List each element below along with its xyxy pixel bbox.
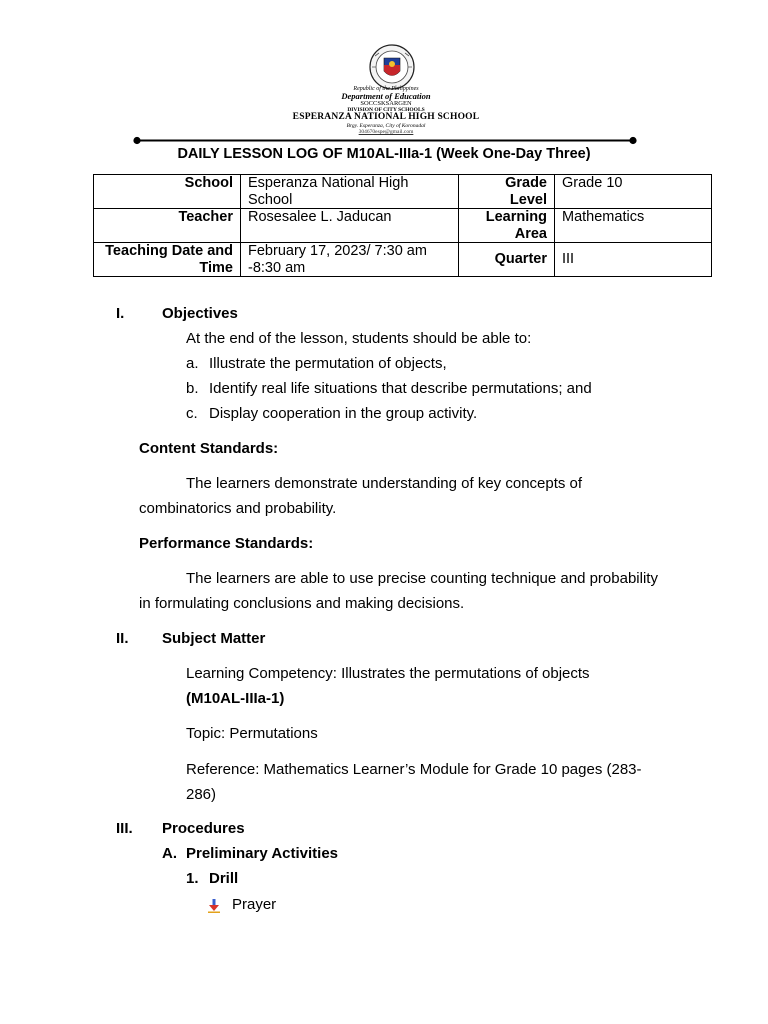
division-line: DIVISION OF CITY SCHOOLS (347, 107, 425, 113)
address-line: Brgy. Esperanza, City of Koronadal (346, 123, 426, 129)
list-item-letter: b. (186, 380, 199, 397)
quarter-value: III (555, 243, 712, 277)
teacher-value: Rosesalee L. Jaducan (241, 209, 459, 243)
list-item-letter: c. (186, 405, 198, 422)
grade-level-value: Grade 10 (555, 175, 712, 209)
school-value: Esperanza National High School (241, 175, 459, 209)
topic: Topic: Permutations (186, 725, 318, 742)
reference: 286) (186, 786, 217, 803)
content-standards-text: The learners demonstrate understanding of key concepts of (186, 475, 583, 492)
table-row (94, 243, 712, 277)
lesson-info-table (93, 174, 712, 277)
school-name-line: ESPERANZA NATIONAL HIGH SCHOOL (292, 112, 480, 122)
prayer-bullet-item: Prayer (232, 896, 277, 913)
performance-standards-text: in formulating conclusions and making decisions. (139, 595, 465, 612)
competency-code: (M10AL-IIIa-1) (186, 690, 285, 707)
republic-line: Republic of the Philippines (353, 86, 419, 92)
quarter-label: Quarter (459, 243, 555, 277)
objectives-heading: Objectives (162, 305, 238, 322)
grade-level-label: Grade Level (459, 175, 555, 209)
school-label: School (94, 175, 241, 209)
objective-item: Identify real life situations that describe permutations; and (209, 380, 592, 397)
learning-area-value: Mathematics (555, 209, 712, 243)
teacher-label: Teacher (94, 209, 241, 243)
section-number: I. (116, 305, 125, 322)
objectives-intro: At the end of the lesson, students should be able to: (186, 330, 532, 347)
procedures-heading: Procedures (162, 820, 245, 837)
table-row (94, 209, 712, 243)
region-line: SOCCSKSARGEN (360, 100, 412, 107)
table-row (94, 175, 712, 209)
preliminary-activities-heading: Preliminary Activities (186, 845, 339, 862)
learning-area-label: Learning Area (459, 209, 555, 243)
step-number: 1. (186, 870, 199, 887)
email-line: 304670espe@gmail.com (358, 129, 414, 135)
objective-item: Display cooperation in the group activity. (209, 405, 478, 422)
header-divider (133, 136, 637, 145)
section-number: III. (116, 820, 133, 837)
arrow-bullet-icon (208, 899, 220, 913)
learning-competency: Learning Competency: Illustrates the permutations of objects (186, 665, 590, 682)
department-line: Department of Education (341, 91, 431, 101)
subject-matter-heading: Subject Matter (162, 630, 266, 647)
drill-heading: Drill (209, 870, 239, 887)
subsection-letter: A. (162, 845, 177, 862)
deped-seal-logo (365, 44, 419, 90)
reference: Reference: Mathematics Learner’s Module for Grade 10 pages (283- (186, 761, 642, 778)
objective-item: Illustrate the permutation of objects, (209, 355, 447, 372)
performance-standards-text: The learners are able to use precise counting technique and probability (186, 570, 658, 587)
section-number: II. (116, 630, 129, 647)
document-title: DAILY LESSON LOG OF M10AL-IIIa-1 (Week One-Day Three) (177, 146, 591, 162)
list-item-letter: a. (186, 355, 199, 372)
teaching-date-value: February 17, 2023/ 7:30 am -8:30 am (241, 243, 459, 277)
performance-standards-heading: Performance Standards: (139, 535, 314, 552)
content-standards-text: combinatorics and probability. (139, 500, 337, 517)
content-standards-heading: Content Standards: (139, 440, 279, 457)
teaching-date-label: Teaching Date and Time (94, 243, 241, 277)
